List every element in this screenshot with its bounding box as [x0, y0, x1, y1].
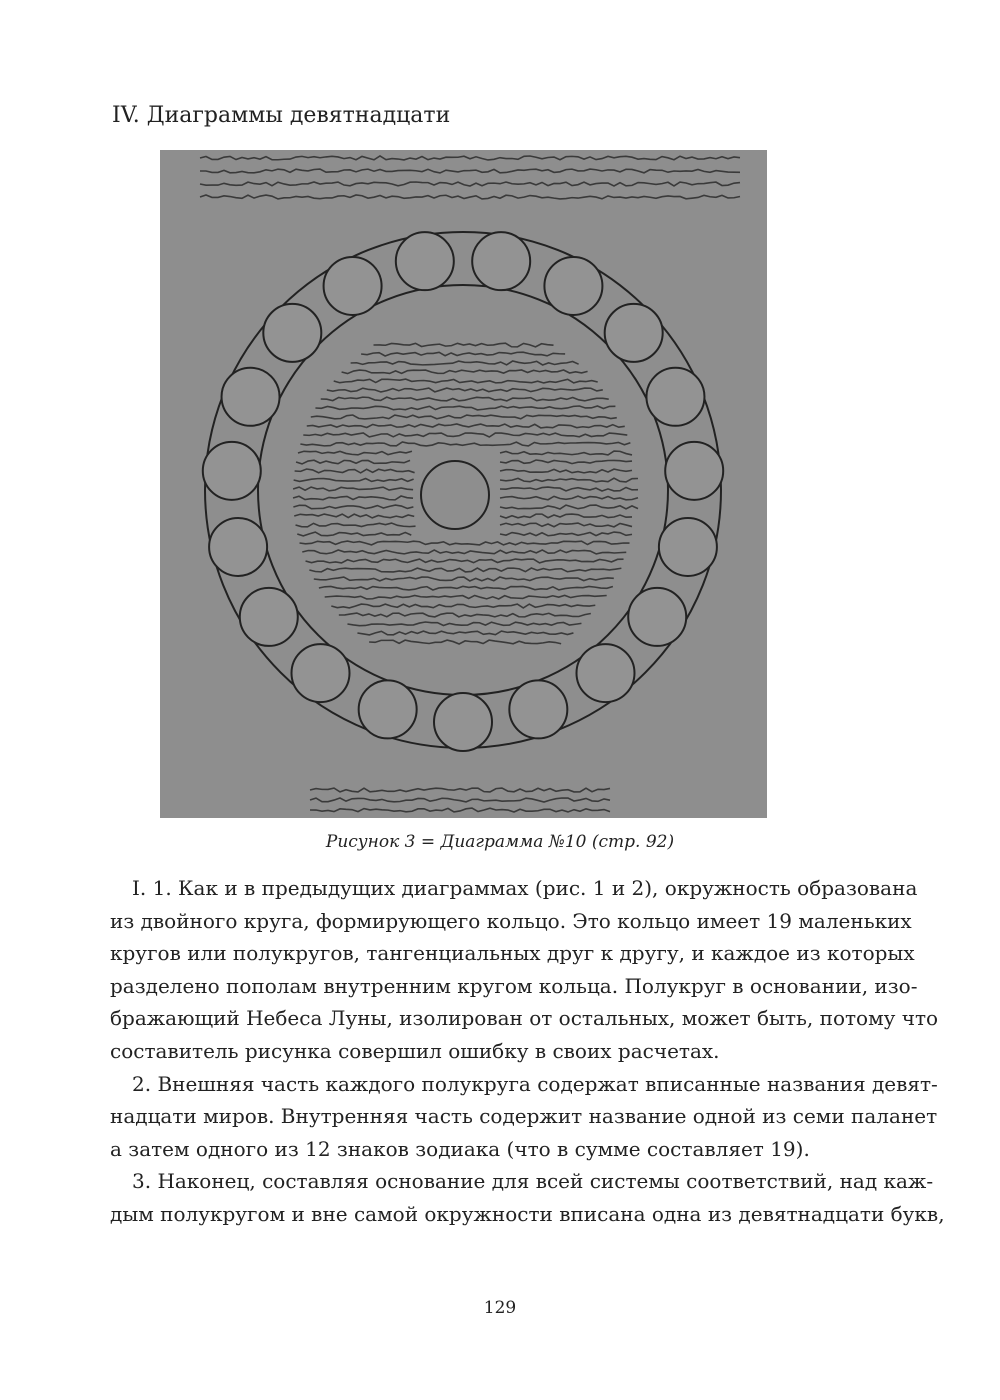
small-circle	[324, 257, 382, 315]
small-circle	[628, 588, 686, 646]
text-line: составитель рисунка совершил ошибку в своих расчетах.	[110, 1038, 720, 1063]
small-circle	[665, 442, 723, 500]
body-text	[110, 872, 945, 1231]
small-circle	[605, 304, 663, 362]
small-circle	[240, 588, 298, 646]
text-line: I. 1. Как и в предыдущих диаграммах (рис. 1 и 2), окружность образована	[132, 876, 918, 900]
small-circle	[544, 257, 602, 315]
text-line: кругов или полукругов, тангенциальных друг к другу, и каждое из которых	[110, 941, 915, 966]
page-number: 129	[483, 1298, 517, 1318]
center-circle	[421, 461, 489, 529]
text-line: надцати миров. Внутренняя часть содержит название одной из семи паланет	[110, 1104, 938, 1129]
small-circle	[396, 232, 454, 290]
text-line: а затем одного из 12 знаков зодиака (что в сумме составляет 19).	[110, 1136, 810, 1161]
small-circle	[292, 644, 350, 702]
small-circle	[209, 518, 267, 576]
small-circle	[472, 232, 530, 290]
text-line: 3. Наконец, составляя основание для всей системы соответствий, над каж-	[132, 1169, 934, 1194]
small-circle	[434, 693, 492, 751]
section-heading: IV. Диаграммы девятнадцати	[112, 103, 451, 128]
text-line: дым полукругом и вне самой окружности вписана одна из девятнадцати букв,	[110, 1201, 945, 1226]
text-line: 2. Внешняя часть каждого полукруга содержат вписанные названия девят-	[132, 1071, 938, 1096]
small-circle	[203, 442, 261, 500]
small-circle	[576, 644, 634, 702]
text-line: разделено пополам внутренним кругом кольца. Полукруг в основании, изо-	[110, 973, 918, 998]
small-circle	[509, 680, 567, 738]
manuscript-diagram-image	[160, 150, 767, 818]
text-line: из двойного круга, формирующего кольцо. Это кольцо имеет 19 маленьких	[110, 908, 912, 933]
figure-caption: Рисунок 3 = Диаграмма №10 (стр. 92)	[325, 832, 675, 852]
small-circle	[263, 304, 321, 362]
small-circle	[646, 368, 704, 426]
small-circle	[359, 680, 417, 738]
small-circle	[659, 518, 717, 576]
text-line: бражающий Небеса Луны, изолирован от остальных, может быть, потому что	[110, 1006, 939, 1031]
small-circle	[222, 368, 280, 426]
